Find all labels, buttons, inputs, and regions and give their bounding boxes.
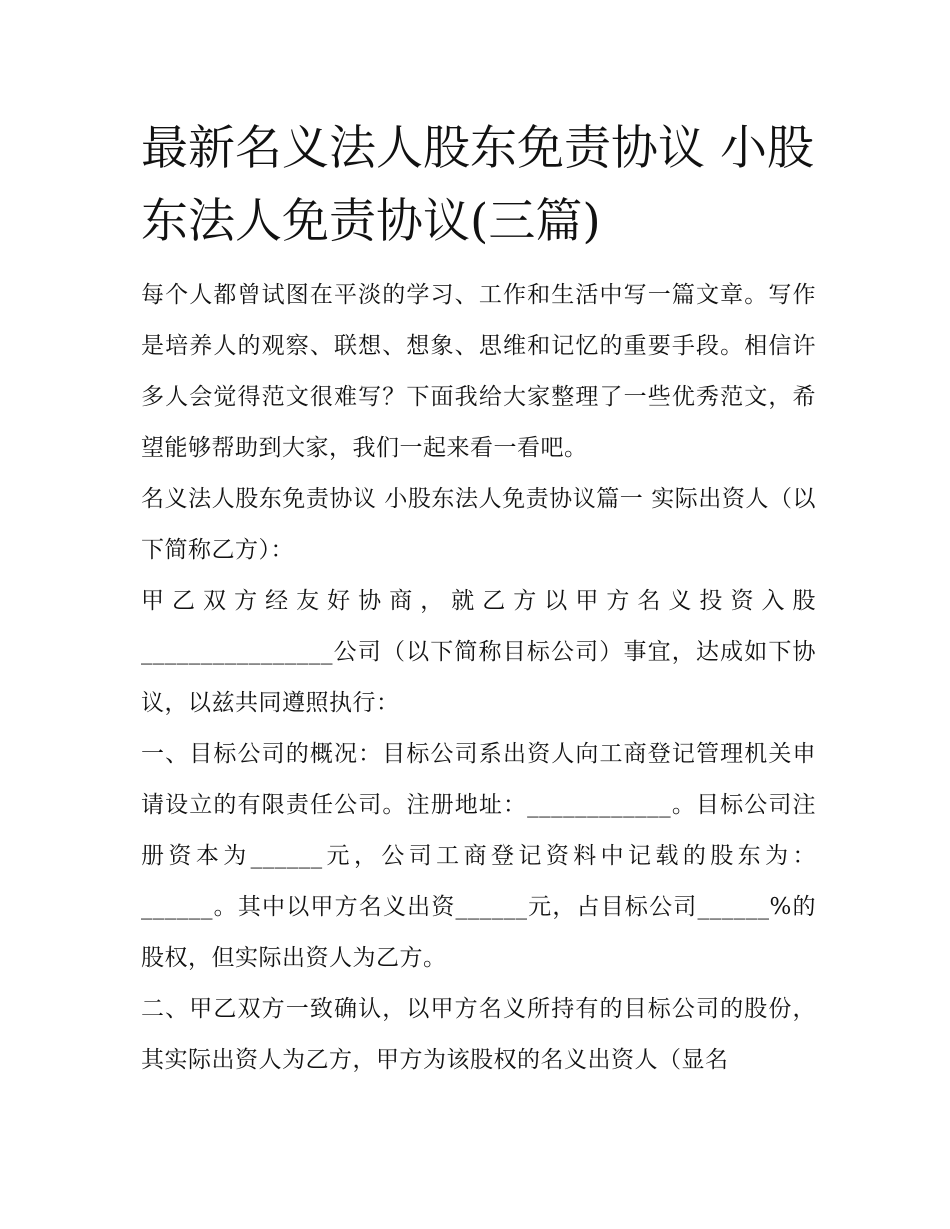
clause-one-paragraph: 一、目标公司的概况：目标公司系出资人向工商登记管理机关申请设立的有限责任公司。注册地址：____________。目标公司注册资本为______元，公司工商登记资料中记载的股东为：______。其中以甲方名义出资______元，占目标公司______%的股权，但实际出资人为乙方。 (141, 741, 816, 971)
agreement-preamble-paragraph: 甲乙双方经友好协商，就乙方以甲方名义投资入股________________公司（以下简称目标公司）事宜，达成如下协议，以兹共同遵照执行： (141, 588, 816, 716)
clause-two-paragraph: 二、甲乙双方一致确认，以甲方名义所持有的目标公司的股份，其实际出资人为乙方，甲方为该股权的名义出资人（显名 (141, 996, 816, 1073)
section-heading-paragraph: 名义法人股东免责协议 小股东法人免责协议篇一 实际出资人（以下简称乙方）： (141, 486, 816, 563)
document-page (141, 112, 816, 1086)
intro-paragraph: 每个人都曾试图在平淡的学习、工作和生活中写一篇文章。写作是培养人的观察、联想、想象、思维和记忆的重要手段。相信许多人会觉得范文很难写？下面我给大家整理了一些优秀范文，希望能够帮助到大家，我们一起来看一看吧。 (141, 282, 816, 461)
document-title: 最新名义法人股东免责协议 小股东法人免责协议(三篇) (141, 121, 814, 249)
